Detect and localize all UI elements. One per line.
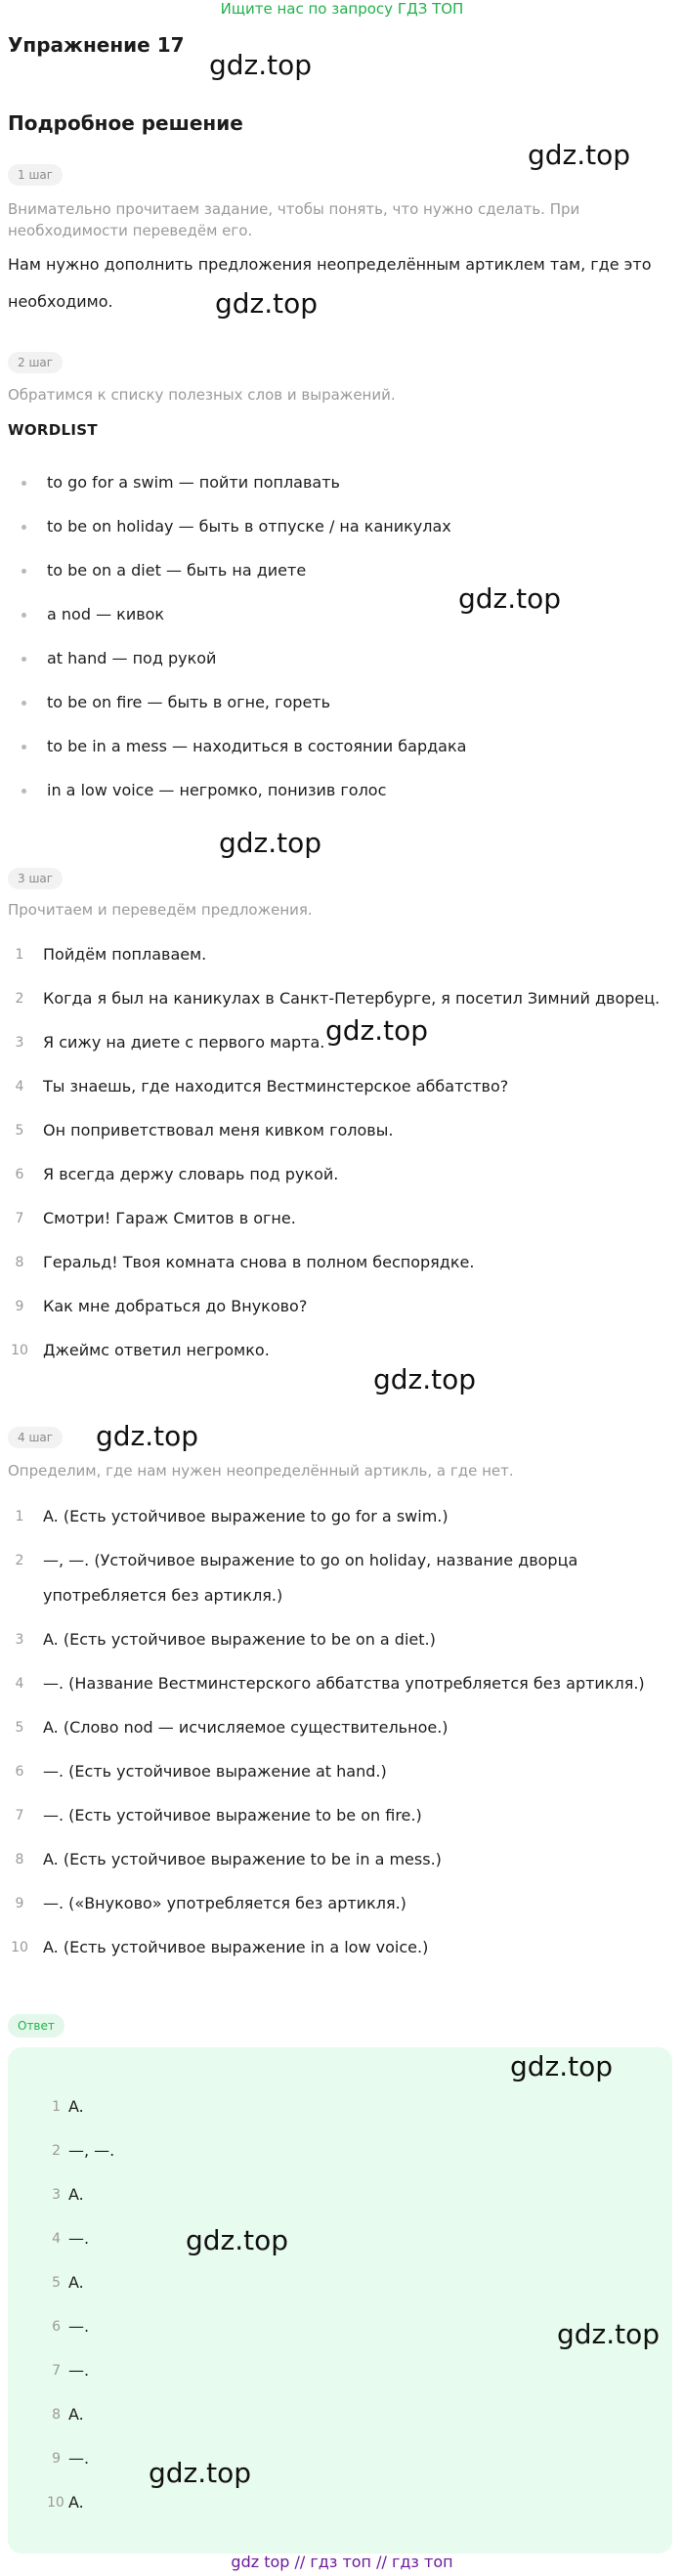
list-item: 4 —. (Название Вестминстерского аббатства употребляется без артикля.) — [15, 1674, 645, 1693]
list-item: 5 A. (Слово nod — исчисляемое существительное.) — [15, 1718, 449, 1737]
step-3-chip: 3 шаг — [8, 868, 63, 889]
step-2-instruction: Обратимся к списку полезных слов и выражений. — [8, 386, 396, 404]
bullet-icon — [21, 745, 26, 750]
list-item: 3 A. (Есть устойчивое выражение to be on a diet.) — [15, 1630, 436, 1649]
exercise-title: Упражнение 17 — [8, 33, 185, 57]
list-item: 9 —. («Внуково» употребляется без артикля.) — [15, 1894, 406, 1912]
step-4-instruction: Определим, где нам нужен неопределённый артикль, а где нет. — [8, 1462, 514, 1480]
list-item: 2 —, —. (Устойчивое выражение to go on holiday, название дворца употребляется без артикля.) — [15, 1551, 578, 1605]
footer-links[interactable]: gdz top // гдз топ // гдз топ — [231, 2553, 453, 2571]
step-1-text: Нам нужно дополнить предложения неопределённым артиклем там, где это необходимо. — [8, 255, 652, 311]
solution-heading: Подробное решение — [8, 111, 243, 135]
step-3-instruction: Прочитаем и переведём предложения. — [8, 901, 313, 919]
step-1-instruction: Внимательно прочитаем задание, чтобы понять, что нужно сделать. При необходимости переведём его. — [8, 200, 580, 239]
watermark: gdz.top — [510, 2050, 614, 2082]
wordlist-heading: WORDLIST — [8, 421, 98, 439]
watermark: gdz.top — [209, 49, 313, 81]
bullet-icon — [21, 613, 26, 618]
list-item: 1 A. (Есть устойчивое выражение to go for a swim.) — [15, 1507, 449, 1525]
bullet-icon — [21, 657, 26, 662]
list-item: 10 Джеймс ответил негромко. — [11, 1341, 270, 1359]
bullet-icon — [21, 525, 26, 530]
list-item: 1 Пойдём поплаваем. — [15, 945, 207, 964]
search-banner[interactable]: Ищите нас по запросу ГДЗ ТОП — [220, 0, 464, 18]
list-item: 7 Смотри! Гараж Смитов в огне. — [15, 1209, 296, 1227]
bullet-icon — [21, 701, 26, 706]
list-item: 7 —. (Есть устойчивое выражение to be on fire.) — [15, 1806, 422, 1825]
watermark: gdz.top — [96, 1420, 199, 1452]
watermark: gdz.top — [325, 1014, 429, 1047]
list-item: 5 Он поприветствовал меня кивком головы. — [15, 1121, 394, 1139]
list-item: 2 Когда я был на каникулах в Санкт-Петербурге, я посетил Зимний дворец. — [15, 989, 661, 1008]
step-1-chip: 1 шаг — [8, 164, 63, 186]
watermark: gdz.top — [528, 139, 631, 171]
watermark: gdz.top — [373, 1363, 477, 1395]
watermark: gdz.top — [186, 2224, 289, 2256]
list-item: 8 A. (Есть устойчивое выражение to be in a mess.) — [15, 1850, 442, 1868]
bullet-icon — [21, 481, 26, 486]
answer-box — [8, 2047, 672, 2554]
watermark: gdz.top — [458, 582, 562, 615]
list-item: 9 Как мне добраться до Внуково? — [15, 1297, 308, 1315]
list-item: 10 A. (Есть устойчивое выражение in a low voice.) — [11, 1938, 429, 1956]
answer-badge: Ответ — [8, 2014, 64, 2038]
watermark: gdz.top — [557, 2318, 661, 2350]
list-item: 8 Геральд! Твоя комната снова в полном беспорядке. — [15, 1253, 475, 1271]
step-2-chip: 2 шаг — [8, 352, 63, 373]
watermark: gdz.top — [215, 287, 319, 320]
step-4-chip: 4 шаг — [8, 1427, 63, 1448]
list-item: 4 Ты знаешь, где находится Вестминстерское аббатство? — [15, 1077, 509, 1095]
bullet-icon — [21, 789, 26, 794]
watermark: gdz.top — [149, 2457, 252, 2489]
watermark: gdz.top — [219, 827, 322, 859]
list-item: 3 Я сижу на диете с первого марта. — [15, 1033, 325, 1052]
list-item: 6 —. (Есть устойчивое выражение at hand.) — [15, 1762, 387, 1781]
bullet-icon — [21, 569, 26, 574]
list-item: 6 Я всегда держу словарь под рукой. — [15, 1165, 339, 1183]
